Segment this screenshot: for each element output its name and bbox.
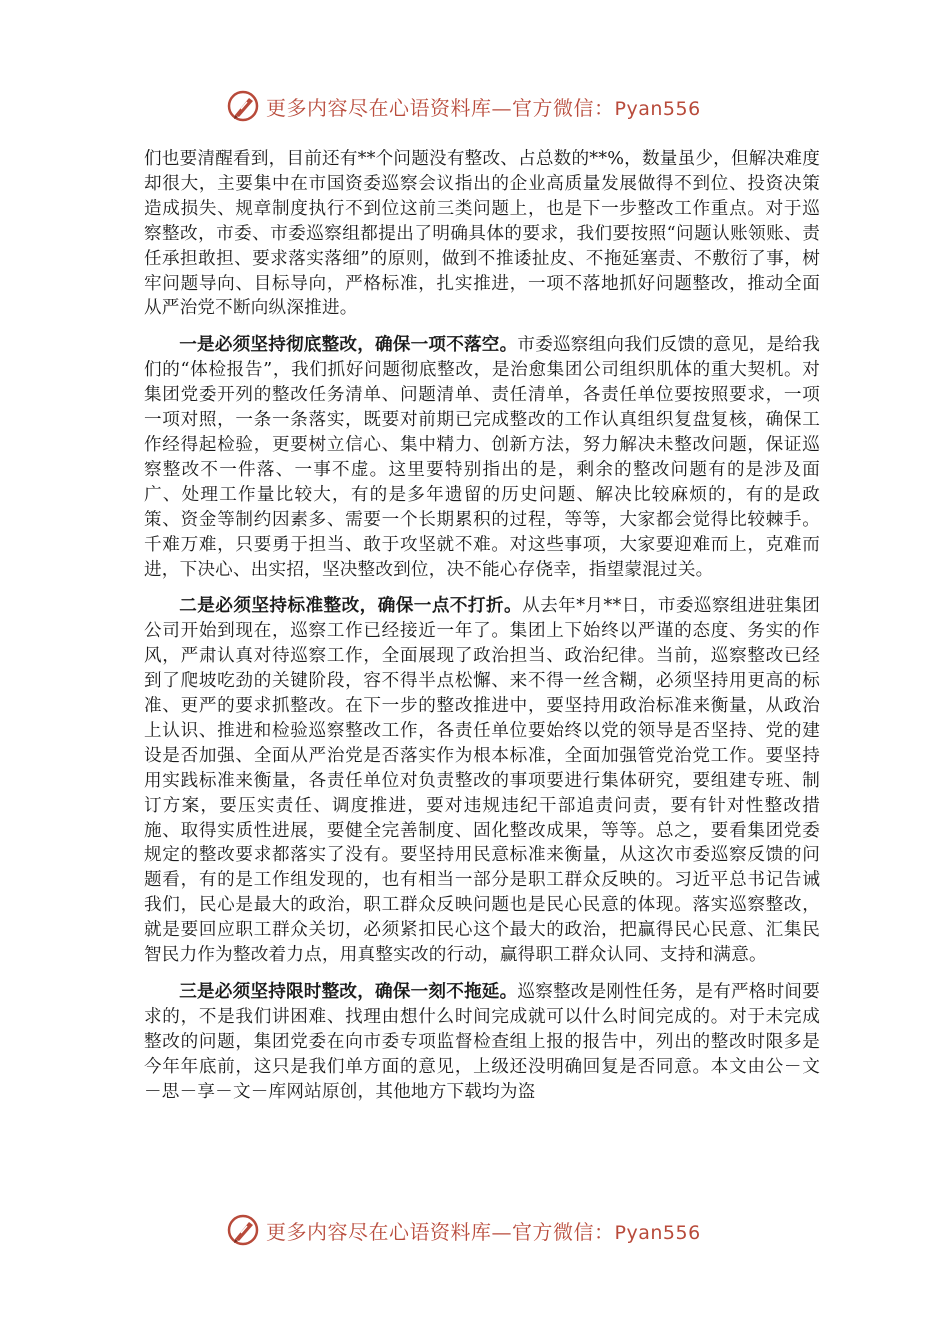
document-body bbox=[144, 147, 820, 1117]
banner-text bbox=[266, 92, 701, 121]
paragraph-text: 巡察整改是刚性任务，是有严格时间要求的，不是我们讲困难、找理由想什么时间完成就可以什么时间完成的。对于未完成整改的问题，集团党委在向市委专项监督检查组上报的报告中，列出的整改时限多是今年年底前，这只是我们单方面的意见，上级还没明确回复是否同意。本文由公－文－思－享－文－库网站原创，其他地方下载均为盗 bbox=[144, 982, 820, 1102]
paragraph-point-three bbox=[144, 980, 820, 1105]
watermark-banner-bottom bbox=[226, 1210, 726, 1250]
paragraph-continuation bbox=[144, 147, 820, 321]
banner-text-main: 更多内容尽在心语资料库—官方微信： bbox=[266, 1219, 615, 1244]
banner-text bbox=[266, 1216, 701, 1245]
paragraph-text: 们也要清醒看到，目前还有**个问题没有整改、占总数的**%，数量虽少，但解决难度却很大，主要集中在市国资委巡察会议指出的企业高质量发展做得不到位、投资决策造成损失、规章制度执行不到位这前三类问题上，也是下一步整改工作重点。对于巡察整改，市委、市委巡察组都提出了明确具体的要求，我们要按照“问题认账领账、责任承担敢担、要求落实落细”的原则，做到不推诿扯皮、不拖延塞责、不敷衍了事，树牢问题导向、目标导向，严格标准，扎实推进，一项不落地抓好问题整改，推动全面从严治党不断向纵深推进。 bbox=[144, 149, 820, 319]
watermark-banner-top bbox=[226, 86, 726, 126]
paragraph-point-two bbox=[144, 594, 820, 968]
pen-logo-icon bbox=[226, 1213, 260, 1247]
paragraph-heading: 二是必须坚持标准整改，确保一点不打折。 bbox=[179, 595, 523, 617]
paragraph-text: 从去年*月**日，市委巡察组进驻集团公司开始到现在，巡察工作已经接近一年了。集团上下始终以严谨的态度、务实的作风，严肃认真对待巡察工作，全面展现了政治担当、政治纪律。当前，巡察整改已经到了爬坡吃劲的关键阶段，容不得半点松懈、来不得一丝含糊，必须坚持用更高的标准、更严的要求抓整改。在下一步的整改推进中，要坚持用政治标准来衡量，从政治上认识、推进和检验巡察整改工作，各责任单位要始终以党的领导是否坚持、党的建设是否加强、全面从严治党是否落实作为根本标准，全面加强管党治党工作。要坚持用实践标准来衡量，各责任单位对负责整改的事项要进行集体研究，要组建专班、制订方案，要压实责任、调度推进，要对违规违纪干部追责问责，要有针对性整改措施、取得实质性进展，要健全完善制度、固化整改成果，等等。总之，要看集团党委规定的整改要求都落实了没有。要坚持用民意标准来衡量，从这次市委巡察反馈的问题看，有的是工作组发现的，也有相当一部分是职工群众反映的。习近平总书记告诫我们，民心是最大的政治，职工群众反映问题也是民心民意的体现。落实巡察整改，就是要回应职工群众关切，必须紧扣民心这个最大的政治，把赢得民心民意、汇集民智民力作为整改着力点，用真整实改的行动，赢得职工群众认同、支持和满意。 bbox=[144, 596, 820, 966]
pen-logo-icon bbox=[226, 89, 260, 123]
paragraph-heading: 一是必须坚持彻底整改，确保一项不落空。 bbox=[179, 334, 518, 356]
banner-text-main: 更多内容尽在心语资料库—官方微信： bbox=[266, 95, 615, 120]
banner-wechat-handle: Pyan556 bbox=[614, 97, 701, 120]
paragraph-text: 市委巡察组向我们反馈的意见，是给我们的“体检报告”，我们抓好问题彻底整改，是治愈集团公司组织肌体的重大契机。对集团党委开列的整改任务清单、问题清单、责任清单，各责任单位要按照要求，一项一项对照，一条一条落实，既要对前期已完成整改的工作认真组织复盘复核，确保工作经得起检验，更要树立信心、集中精力、创新方法，努力解决未整改问题，保证巡察整改不一件落、一事不虚。这里要特别指出的是，剩余的整改问题有的是涉及面广、处理工作量比较大，有的是多年遗留的历史问题、解决比较麻烦的，有的是政策、资金等制约因素多、需要一个长期累积的过程，等等，大家都会觉得比较棘手。千难万难，只要勇于担当、敢于攻坚就不难。对这些事项，大家要迎难而上，克难而进，下决心、出实招，坚决整改到位，决不能心存侥幸，指望蒙混过关。 bbox=[144, 335, 820, 580]
paragraph-point-one bbox=[144, 333, 820, 582]
paragraph-heading: 三是必须坚持限时整改，确保一刻不拖延。 bbox=[179, 981, 518, 1002]
banner-wechat-handle: Pyan556 bbox=[614, 1221, 701, 1244]
